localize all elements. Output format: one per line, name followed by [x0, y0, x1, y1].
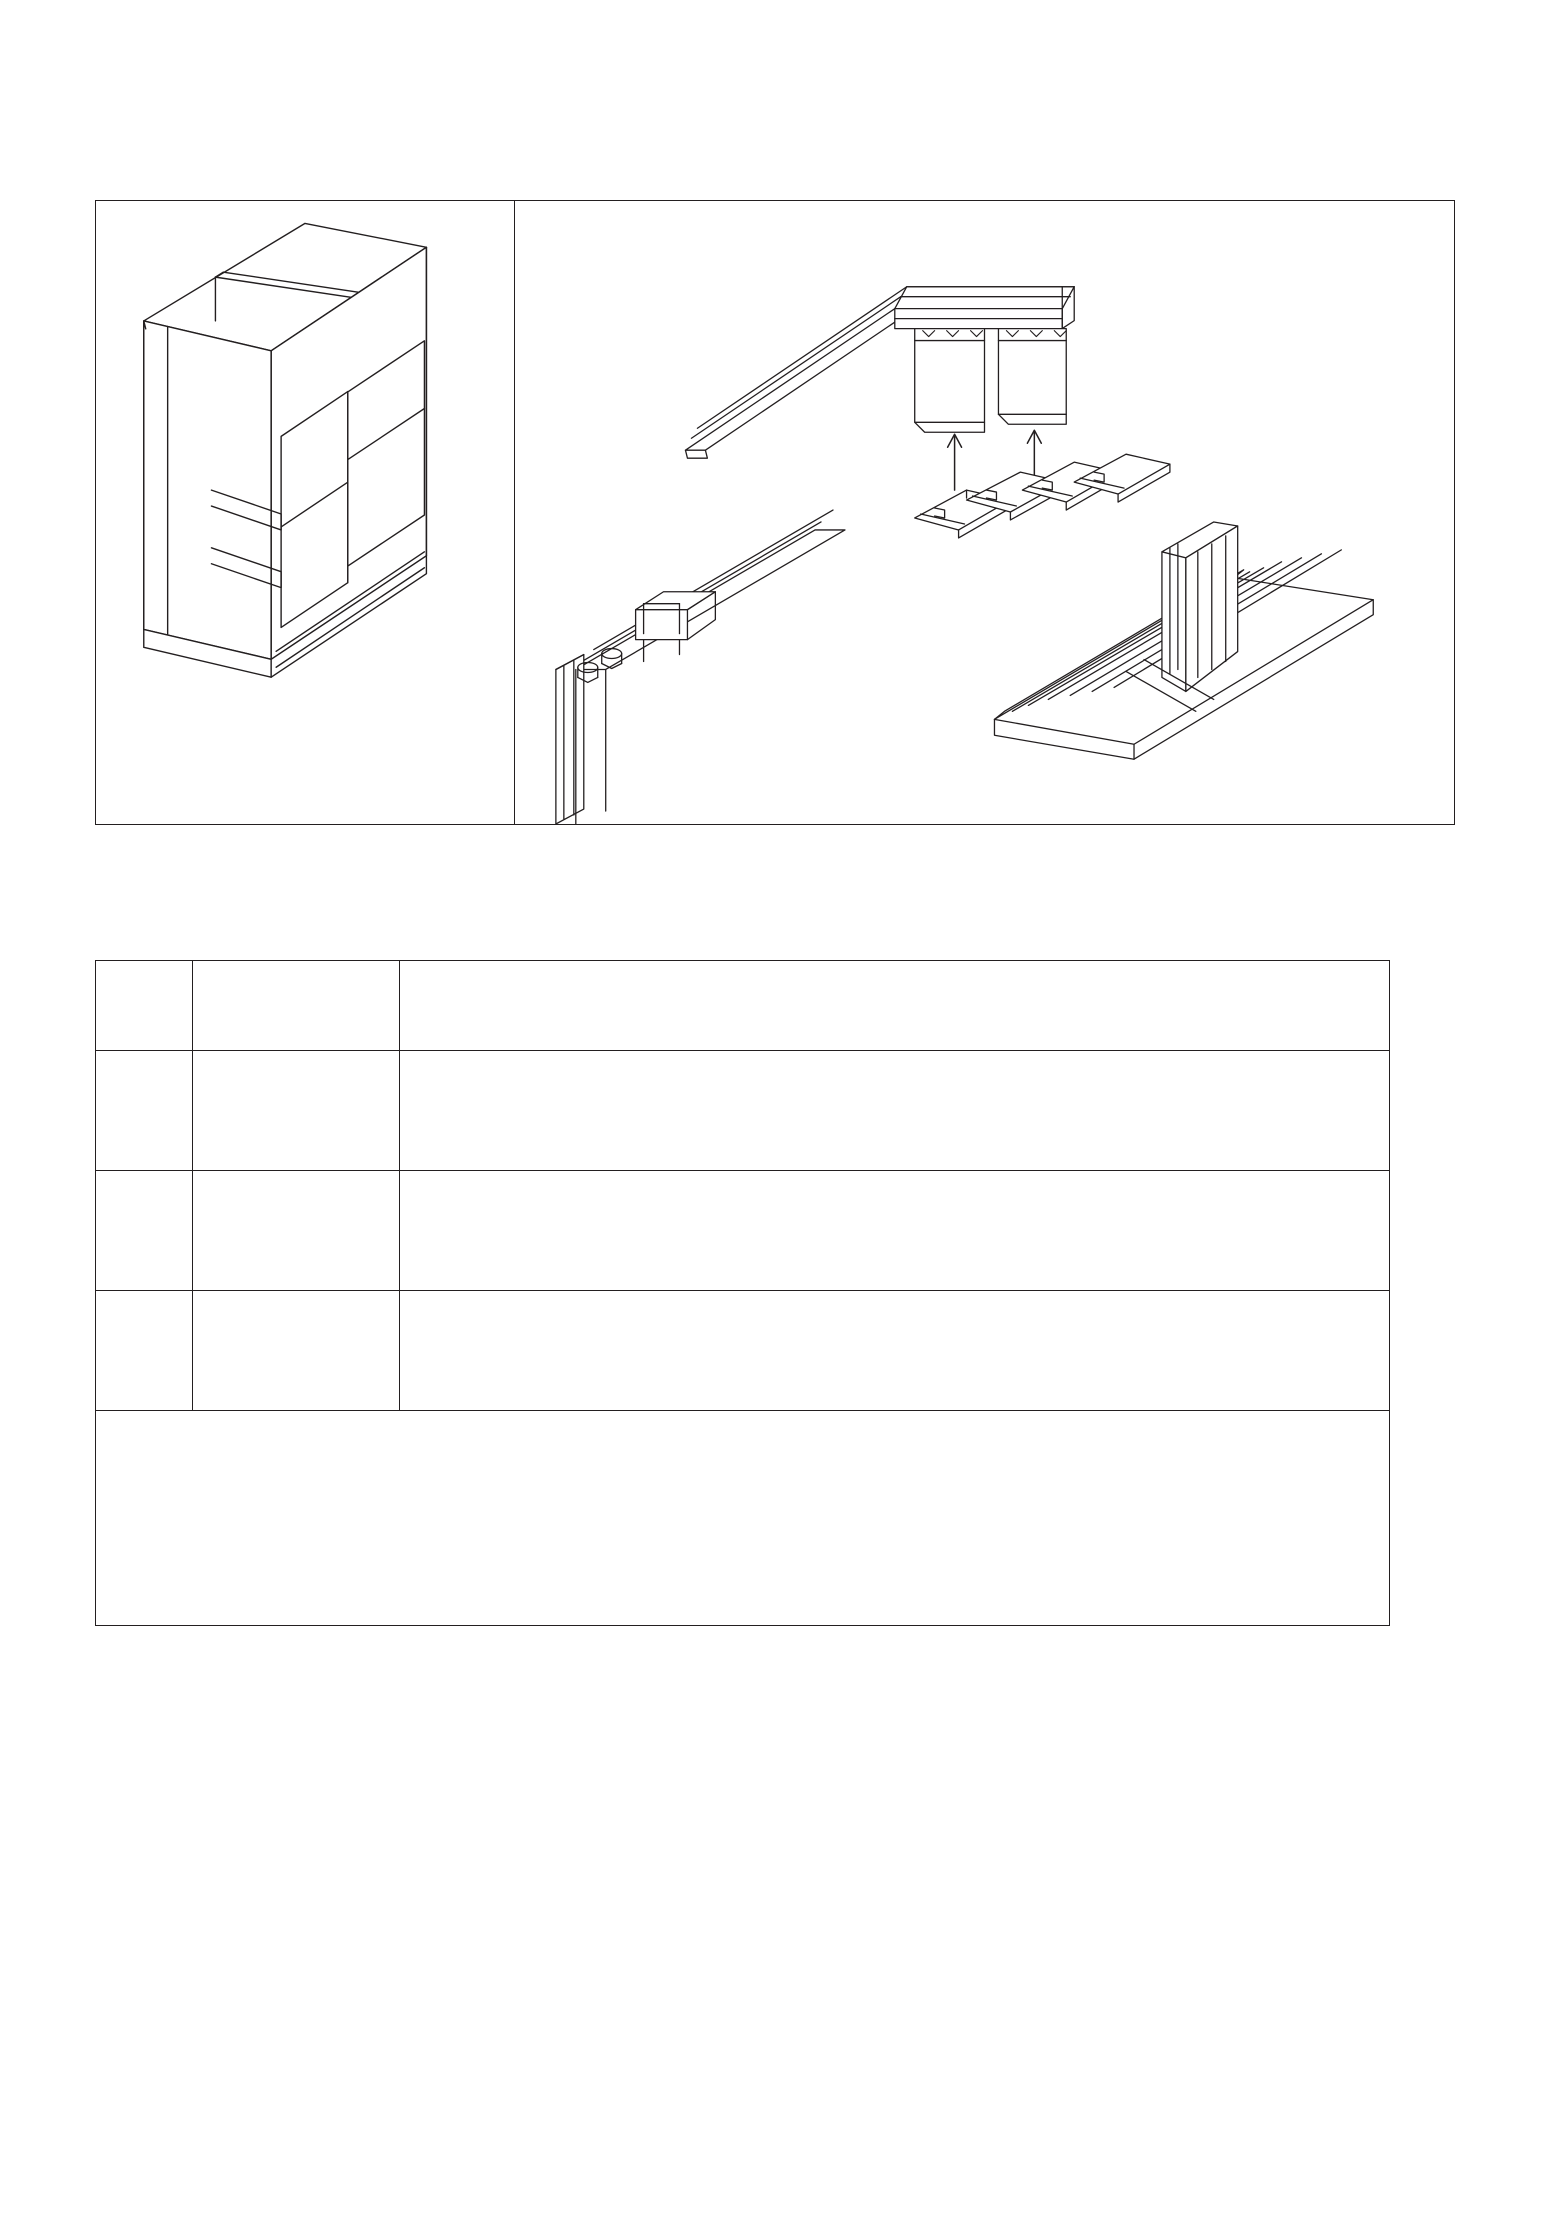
row-number-cell	[96, 1291, 193, 1411]
row-description-cell	[400, 1291, 1390, 1411]
row-number-cell	[96, 1171, 193, 1291]
row-name-cell	[193, 1291, 400, 1411]
row-name-cell	[193, 1051, 400, 1171]
table-note-row	[96, 1411, 1390, 1626]
wardrobe-isometric-drawing	[96, 201, 514, 824]
row-description-cell	[400, 1051, 1390, 1171]
table-note-cell	[96, 1411, 1390, 1626]
track-detail-drawing	[515, 201, 1454, 824]
row-name-cell	[193, 1171, 400, 1291]
row-description-cell	[400, 1171, 1390, 1291]
specification-table	[95, 960, 1390, 1626]
row-number-cell	[96, 961, 193, 1051]
row-name-cell	[193, 961, 400, 1051]
row-number-cell	[96, 1051, 193, 1171]
table-row	[96, 1171, 1390, 1291]
row-description-cell	[400, 961, 1390, 1051]
details-illustration-panel	[515, 200, 1455, 825]
illustration-row	[95, 200, 1455, 825]
table-row	[96, 1051, 1390, 1171]
wardrobe-illustration-panel	[95, 200, 515, 825]
table-row	[96, 961, 1390, 1051]
table-row	[96, 1291, 1390, 1411]
